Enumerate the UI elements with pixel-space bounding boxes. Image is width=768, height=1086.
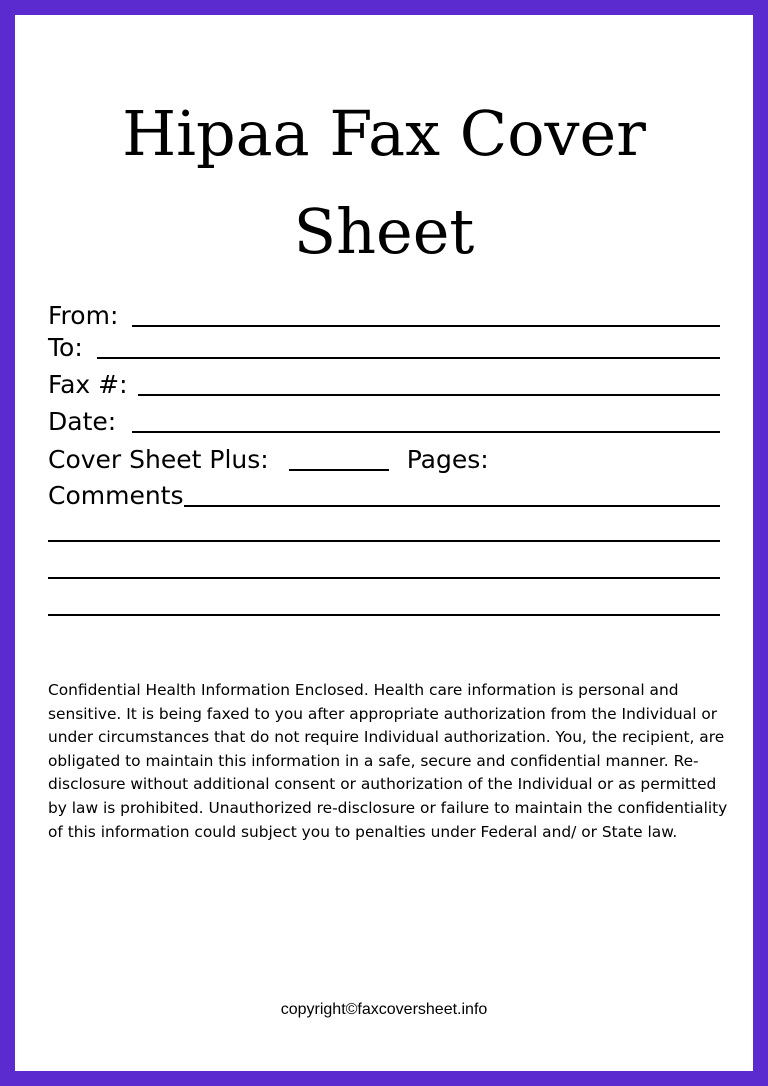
confidentiality-notice: Confidential Health Information Enclosed. Health care information is personal and sensitive. It is being faxed to you after appropriate authorization from the Individual or under circumstances that do not require Individual authorization. You, the recipient, are obligated to maintain this information in a safe, secure and confidential manner. Re-disclosure without additional consent or authorization of the Individual or as permitted by law is prohibited. Unauthorized re-disclosure or failure to maintain the confidentiality of this information could subject you to penalties under Federal and/ or State law. bbox=[48, 681, 728, 841]
date-row bbox=[48, 401, 720, 437]
fax-row bbox=[48, 364, 720, 400]
comments-blank-line-2[interactable] bbox=[48, 577, 720, 579]
cover-sheet-plus-row bbox=[48, 439, 720, 475]
page-title bbox=[15, 85, 753, 281]
pages-label: Pages: bbox=[406, 445, 489, 474]
copyright-footer: copyright©faxcoversheet.info bbox=[280, 1001, 488, 1018]
fax-cover-sheet-page bbox=[15, 15, 753, 1071]
to-row bbox=[48, 327, 720, 363]
date-field-line[interactable] bbox=[132, 431, 720, 433]
cover-sheet-plus-field-line[interactable] bbox=[289, 469, 389, 471]
title-line-2: Sheet bbox=[293, 195, 475, 268]
date-label: Date: bbox=[48, 407, 117, 436]
comments-blank-line-3[interactable] bbox=[48, 614, 720, 616]
comments-blank-line-1[interactable] bbox=[48, 540, 720, 542]
title-line-1: Hipaa Fax Cover bbox=[122, 97, 646, 170]
from-row bbox=[48, 295, 720, 331]
comments-label: Comments bbox=[48, 481, 184, 510]
from-label: From: bbox=[48, 301, 119, 330]
to-label: To: bbox=[48, 333, 83, 362]
comments-field-line[interactable] bbox=[184, 505, 720, 507]
cover-sheet-plus-label: Cover Sheet Plus: bbox=[48, 445, 269, 474]
fax-number-label: Fax #: bbox=[48, 370, 128, 399]
to-field-line[interactable] bbox=[97, 357, 720, 359]
comments-row bbox=[48, 475, 720, 511]
fax-number-field-line[interactable] bbox=[138, 394, 720, 396]
